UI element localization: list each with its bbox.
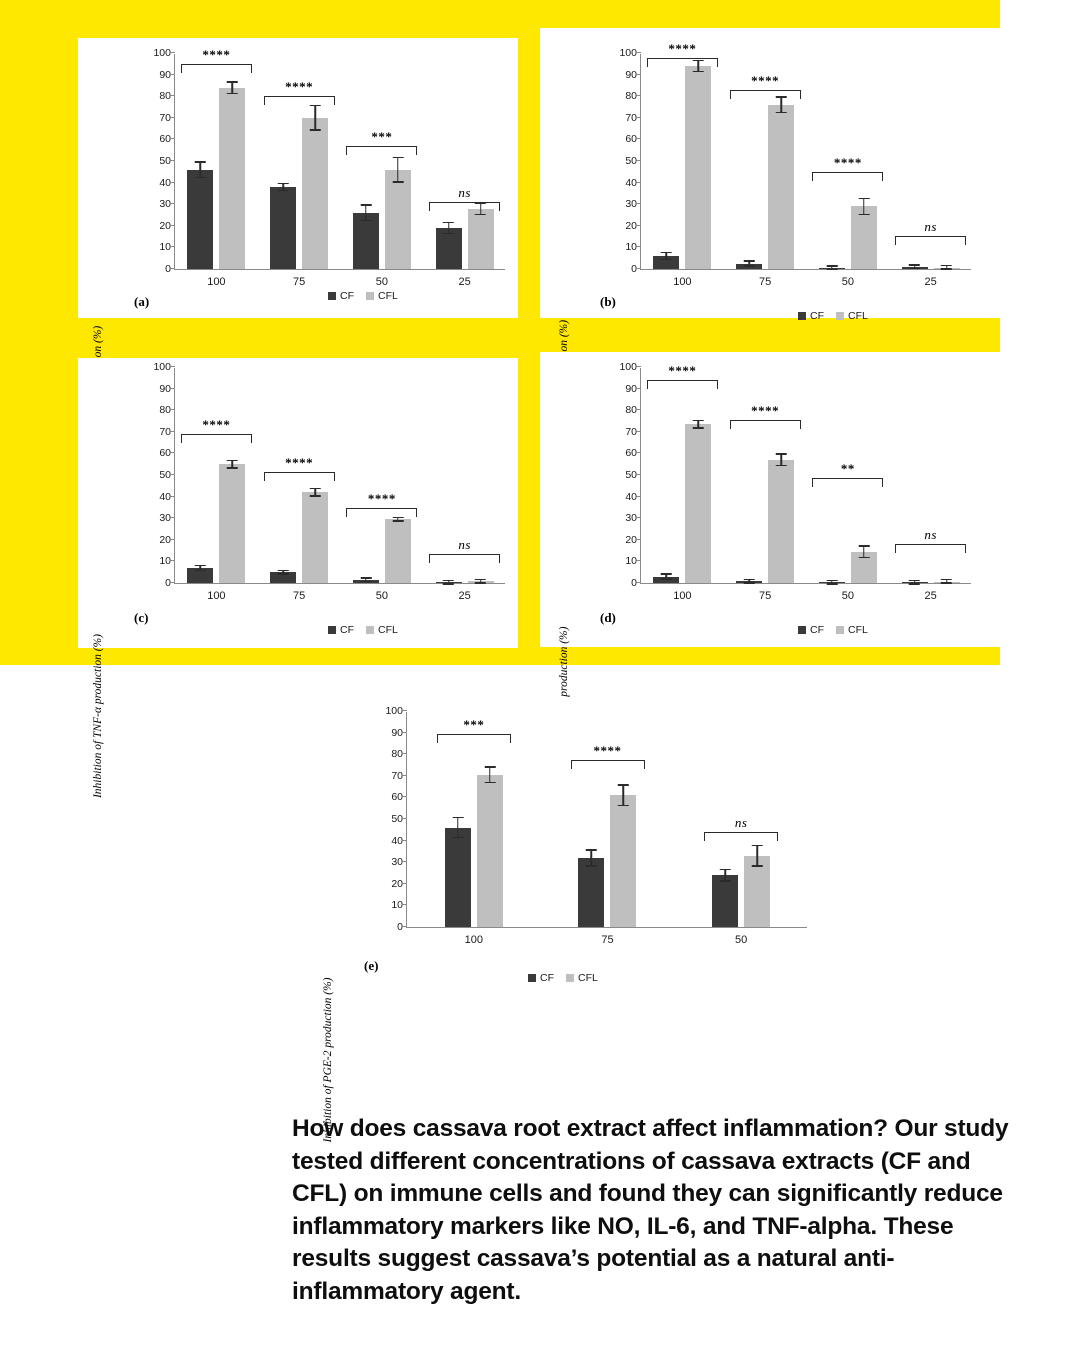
error-bar xyxy=(756,845,758,867)
y-tick-label: 90 xyxy=(159,382,171,395)
bar-cf xyxy=(902,267,928,269)
legend-e xyxy=(528,972,598,984)
error-bar xyxy=(397,517,399,522)
bar-cfl xyxy=(768,460,794,583)
plot-area-c xyxy=(153,361,505,602)
y-tick-label: 50 xyxy=(391,813,403,825)
chart-panel-c xyxy=(78,358,518,799)
x-tick-label: 75 xyxy=(293,590,306,602)
legend-a xyxy=(328,290,398,302)
bar-cf xyxy=(653,256,679,269)
bar-cf xyxy=(436,228,462,269)
error-bar xyxy=(748,579,750,584)
significance-bracket xyxy=(429,554,500,563)
x-tick-label: 100 xyxy=(673,590,692,602)
significance-label: **** xyxy=(751,73,780,88)
bar-cf xyxy=(353,213,379,269)
bar-wrapper xyxy=(468,54,494,269)
bar-cf xyxy=(436,582,462,583)
legend-item-cfl xyxy=(836,624,868,636)
error-bar xyxy=(863,545,865,558)
significance-label: ** xyxy=(840,461,855,476)
bar-cf xyxy=(712,875,738,927)
panel-tag-e: (e) xyxy=(364,958,379,973)
y-tick-label: 50 xyxy=(159,155,171,167)
y-tick-label: 30 xyxy=(391,856,403,869)
panel-tag-a: (a) xyxy=(134,294,150,309)
x-tick-label: 100 xyxy=(673,276,692,288)
error-bar xyxy=(200,161,202,178)
legend-label-cf: CF xyxy=(810,310,824,322)
y-tick-label: 20 xyxy=(625,533,637,546)
significance-bracket xyxy=(346,508,417,517)
error-bar xyxy=(282,183,284,192)
bar-cf xyxy=(736,581,762,583)
bar-cfl xyxy=(610,795,636,927)
y-tick-label: 60 xyxy=(625,133,637,146)
y-tick-label: 10 xyxy=(159,555,171,568)
error-bar xyxy=(489,766,491,783)
error-bar xyxy=(914,264,916,269)
bar-cfl xyxy=(477,775,503,927)
x-tick-label: 50 xyxy=(841,590,854,602)
chart-panel-a xyxy=(78,38,518,318)
bar-wrapper xyxy=(353,54,379,269)
chart-panel-b xyxy=(540,28,1000,322)
figure-caption: How does cassava root extract affect inflammation? Our study tested different concentrations of cassava extracts (CF and CFL) on immune cells and found they can significantly reduce inflammatory markers like NO, IL-6, and TNF-alpha. These results suggest cassava’s potential as a natural anti-inflammatory agent. xyxy=(292,1115,1009,1305)
y-tick-label: 20 xyxy=(625,219,637,232)
bar-cf xyxy=(736,264,762,269)
y-tick-label: 70 xyxy=(625,425,637,438)
legend-label-cf: CF xyxy=(810,624,824,636)
error-bar xyxy=(365,204,367,221)
error-bar xyxy=(863,198,865,215)
legend-swatch-cfl xyxy=(566,974,574,982)
x-tick-label: 75 xyxy=(293,276,306,288)
bar-cfl xyxy=(219,88,245,269)
y-tick-label: 50 xyxy=(625,155,637,167)
bar-group xyxy=(641,368,724,583)
significance-label: **** xyxy=(668,363,697,378)
x-tick-label: 50 xyxy=(735,934,748,946)
bar-cfl xyxy=(468,581,494,583)
bar-cfl xyxy=(851,206,877,269)
legend-item-cf xyxy=(328,624,354,636)
bar-cfl xyxy=(302,118,328,269)
bar-wrapper xyxy=(468,368,494,583)
bar-wrapper xyxy=(436,54,462,269)
significance-bracket xyxy=(571,760,645,769)
plot-area-a xyxy=(153,47,505,288)
bar-cfl xyxy=(685,66,711,269)
significance-label: **** xyxy=(202,417,231,432)
chart-panel-e xyxy=(300,700,860,1143)
error-bar xyxy=(666,573,668,579)
y-tick-label: 10 xyxy=(391,899,403,912)
plot-area-e xyxy=(385,705,807,946)
bar-wrapper xyxy=(768,368,794,583)
bar-group xyxy=(175,368,258,583)
legend-label-cfl: CFL xyxy=(378,624,398,636)
y-tick-label: 100 xyxy=(153,361,171,373)
bar-cf xyxy=(445,828,471,927)
legend-item-cf xyxy=(798,624,824,636)
significance-label: **** xyxy=(202,47,231,62)
legend-label-cfl: CFL xyxy=(848,624,868,636)
bar-wrapper xyxy=(219,54,245,269)
y-tick-label: 30 xyxy=(625,512,637,525)
y-tick-label: 30 xyxy=(159,512,171,525)
y-tick-label: 90 xyxy=(159,68,171,81)
y-tick-label: 0 xyxy=(631,263,637,275)
legend-item-cf xyxy=(798,310,824,322)
error-bar xyxy=(914,580,916,585)
x-tick-label: 50 xyxy=(841,276,854,288)
legend-swatch-cfl xyxy=(836,626,844,634)
y-tick-label: 100 xyxy=(385,705,403,717)
plot-area-d xyxy=(619,361,971,602)
significance-bracket xyxy=(346,146,417,155)
significance-bracket xyxy=(704,832,778,841)
bar-cf xyxy=(187,568,213,583)
significance-bracket xyxy=(730,420,801,429)
y-tick-label: 40 xyxy=(625,176,637,189)
legend-label-cfl: CFL xyxy=(848,310,868,322)
y-tick-label: 30 xyxy=(625,198,637,211)
significance-label: **** xyxy=(593,743,622,758)
error-bar xyxy=(232,81,234,94)
y-tick-label: 80 xyxy=(159,404,171,417)
y-tick-label: 70 xyxy=(625,111,637,124)
y-tick-label: 0 xyxy=(165,263,171,275)
bar-cf xyxy=(353,580,379,583)
legend-swatch-cf xyxy=(798,626,806,634)
bar-group xyxy=(341,368,424,583)
bar-wrapper xyxy=(744,712,770,927)
error-bar xyxy=(365,577,367,582)
significance-label: ns xyxy=(924,219,937,234)
significance-bracket xyxy=(812,478,883,487)
legend-swatch-cfl xyxy=(366,292,374,300)
bar-group xyxy=(341,54,424,269)
bar-wrapper xyxy=(685,54,711,269)
legend-item-cfl xyxy=(566,972,598,984)
significance-label: **** xyxy=(285,455,314,470)
legend-item-cf xyxy=(328,290,354,302)
bar-cf xyxy=(819,268,845,269)
panel-tag-b: (b) xyxy=(600,294,616,309)
legend-swatch-cfl xyxy=(366,626,374,634)
error-bar xyxy=(232,460,234,469)
y-tick-mark xyxy=(637,52,641,53)
bar-cf xyxy=(902,582,928,583)
bar-cf xyxy=(578,858,604,927)
y-tick-label: 0 xyxy=(397,921,403,933)
legend-b xyxy=(798,310,868,322)
legend-d xyxy=(798,624,868,636)
y-tick-label: 40 xyxy=(625,490,637,503)
x-tick-label: 50 xyxy=(375,590,388,602)
bar-group xyxy=(641,54,724,269)
significance-label: ns xyxy=(924,527,937,542)
significance-bracket xyxy=(730,90,801,99)
significance-bracket xyxy=(895,236,966,245)
bar-group xyxy=(175,54,258,269)
bar-group xyxy=(407,712,541,927)
significance-bracket xyxy=(647,380,718,389)
significance-label: ns xyxy=(734,815,748,830)
bar-cfl xyxy=(385,519,411,583)
bar-wrapper xyxy=(477,712,503,927)
significance-bracket xyxy=(437,734,511,743)
bar-cfl xyxy=(744,856,770,927)
y-tick-label: 80 xyxy=(625,90,637,103)
legend-swatch-cf xyxy=(328,626,336,634)
legend-swatch-cf xyxy=(528,974,536,982)
bar-cfl xyxy=(219,464,245,583)
y-tick-label: 50 xyxy=(625,469,637,481)
bar-wrapper xyxy=(685,368,711,583)
legend-item-cf xyxy=(528,972,554,984)
bar-cfl xyxy=(385,170,411,269)
error-bar xyxy=(831,265,833,270)
significance-bracket xyxy=(181,64,252,73)
error-bar xyxy=(314,488,316,497)
x-tick-label: 100 xyxy=(464,934,484,946)
bar-wrapper xyxy=(353,368,379,583)
error-bar xyxy=(448,580,450,585)
x-tick-label: 100 xyxy=(207,590,226,602)
bar-group xyxy=(423,54,506,269)
bar-cfl xyxy=(468,209,494,269)
bar-cfl xyxy=(851,552,877,583)
y-tick-label: 80 xyxy=(391,748,403,761)
error-bar xyxy=(448,222,450,235)
y-tick-label: 40 xyxy=(159,490,171,503)
y-tick-label: 20 xyxy=(159,533,171,546)
y-tick-label: 100 xyxy=(619,361,637,373)
y-tick-label: 50 xyxy=(159,469,171,481)
significance-label: *** xyxy=(463,717,485,732)
bar-wrapper xyxy=(653,368,679,583)
chart-panel-d xyxy=(540,352,1000,647)
y-tick-label: 70 xyxy=(159,111,171,124)
bar-cfl xyxy=(934,582,960,584)
y-tick-label: 0 xyxy=(631,577,637,589)
significance-bracket xyxy=(647,58,718,67)
error-bar xyxy=(831,580,833,585)
error-bar xyxy=(698,420,700,429)
error-bar xyxy=(946,579,948,584)
y-tick-label: 60 xyxy=(625,447,637,460)
error-bar xyxy=(457,817,459,839)
y-tick-mark xyxy=(637,366,641,367)
y-tick-label: 100 xyxy=(153,47,171,59)
legend-swatch-cf xyxy=(798,312,806,320)
bar-cfl xyxy=(685,424,711,583)
error-bar xyxy=(282,570,284,575)
panel-tag-c: (c) xyxy=(134,610,149,625)
significance-bracket xyxy=(264,96,335,105)
error-bar xyxy=(397,157,399,183)
bar-cf xyxy=(187,170,213,269)
bar-group xyxy=(724,368,807,583)
error-bar xyxy=(480,579,482,584)
x-tick-label: 100 xyxy=(207,276,226,288)
error-bar xyxy=(946,265,948,270)
y-tick-label: 60 xyxy=(159,447,171,460)
significance-bracket xyxy=(264,472,335,481)
legend-label-cfl: CFL xyxy=(578,972,598,984)
x-tick-label: 25 xyxy=(458,276,471,288)
y-tick-label: 70 xyxy=(391,769,403,782)
y-tick-label: 40 xyxy=(159,176,171,189)
y-tick-label: 20 xyxy=(159,219,171,232)
legend-c xyxy=(328,624,398,636)
y-tick-label: 100 xyxy=(619,47,637,59)
legend-item-cfl xyxy=(366,290,398,302)
significance-bracket xyxy=(895,544,966,553)
significance-label: **** xyxy=(285,79,314,94)
bar-cf xyxy=(653,577,679,583)
y-tick-mark xyxy=(403,710,407,711)
x-tick-label: 75 xyxy=(601,934,614,946)
legend-swatch-cf xyxy=(328,292,336,300)
y-tick-mark xyxy=(171,52,175,53)
bar-cfl xyxy=(768,105,794,269)
significance-label: *** xyxy=(371,129,393,144)
significance-bracket xyxy=(181,434,252,443)
x-tick-label: 75 xyxy=(759,276,772,288)
error-bar xyxy=(623,784,625,806)
y-tick-label: 80 xyxy=(625,404,637,417)
plot-area-b xyxy=(619,41,971,288)
x-tick-label: 25 xyxy=(458,590,471,602)
y-tick-label: 10 xyxy=(159,241,171,254)
y-tick-label: 40 xyxy=(391,834,403,847)
error-bar xyxy=(724,869,726,882)
panel-tag-d: (d) xyxy=(600,610,616,625)
x-tick-label: 25 xyxy=(924,590,937,602)
y-tick-label: 70 xyxy=(159,425,171,438)
significance-bracket xyxy=(429,202,500,211)
error-bar xyxy=(748,260,750,266)
y-tick-label: 90 xyxy=(625,382,637,395)
bar-wrapper xyxy=(385,54,411,269)
significance-label: **** xyxy=(367,491,396,506)
x-tick-label: 50 xyxy=(375,276,388,288)
bar-wrapper xyxy=(187,368,213,583)
y-tick-label: 10 xyxy=(625,241,637,254)
y-tick-label: 90 xyxy=(625,68,637,81)
y-tick-label: 10 xyxy=(625,555,637,568)
significance-label: **** xyxy=(668,41,697,56)
x-tick-label: 75 xyxy=(759,590,772,602)
y-axis-label-e: Inhibition of PGE-2 production (%) xyxy=(322,977,334,1143)
significance-bracket xyxy=(812,172,883,181)
significance-label: **** xyxy=(751,403,780,418)
legend-item-cfl xyxy=(836,310,868,322)
bar-wrapper xyxy=(219,368,245,583)
bar-cf xyxy=(819,582,845,583)
significance-label: **** xyxy=(833,155,862,170)
legend-label-cf: CF xyxy=(340,624,354,636)
y-tick-label: 30 xyxy=(159,198,171,211)
y-tick-label: 60 xyxy=(391,791,403,804)
bar-wrapper xyxy=(445,712,471,927)
bar-wrapper xyxy=(187,54,213,269)
legend-label-cfl: CFL xyxy=(378,290,398,302)
significance-label: ns xyxy=(458,537,471,552)
y-tick-label: 0 xyxy=(165,577,171,589)
y-tick-label: 90 xyxy=(391,726,403,739)
significance-label: ns xyxy=(458,185,471,200)
bar-cf xyxy=(270,187,296,269)
error-bar xyxy=(780,453,782,466)
error-bar xyxy=(314,105,316,131)
legend-label-cf: CF xyxy=(540,972,554,984)
y-tick-mark xyxy=(171,366,175,367)
error-bar xyxy=(200,565,202,571)
bar-cfl xyxy=(934,268,960,270)
bar-wrapper xyxy=(653,54,679,269)
bar-cf xyxy=(270,572,296,583)
bar-cfl xyxy=(302,492,328,583)
y-tick-label: 80 xyxy=(159,90,171,103)
error-bar xyxy=(591,849,593,866)
y-tick-label: 20 xyxy=(391,877,403,890)
legend-item-cfl xyxy=(366,624,398,636)
y-tick-label: 60 xyxy=(159,133,171,146)
x-tick-label: 25 xyxy=(924,276,937,288)
bar-wrapper xyxy=(385,368,411,583)
bar-wrapper xyxy=(736,368,762,583)
error-bar xyxy=(666,252,668,261)
y-axis-label-c: Inhibition of TNF-α production (%) xyxy=(92,633,104,799)
legend-swatch-cfl xyxy=(836,312,844,320)
legend-label-cf: CF xyxy=(340,290,354,302)
